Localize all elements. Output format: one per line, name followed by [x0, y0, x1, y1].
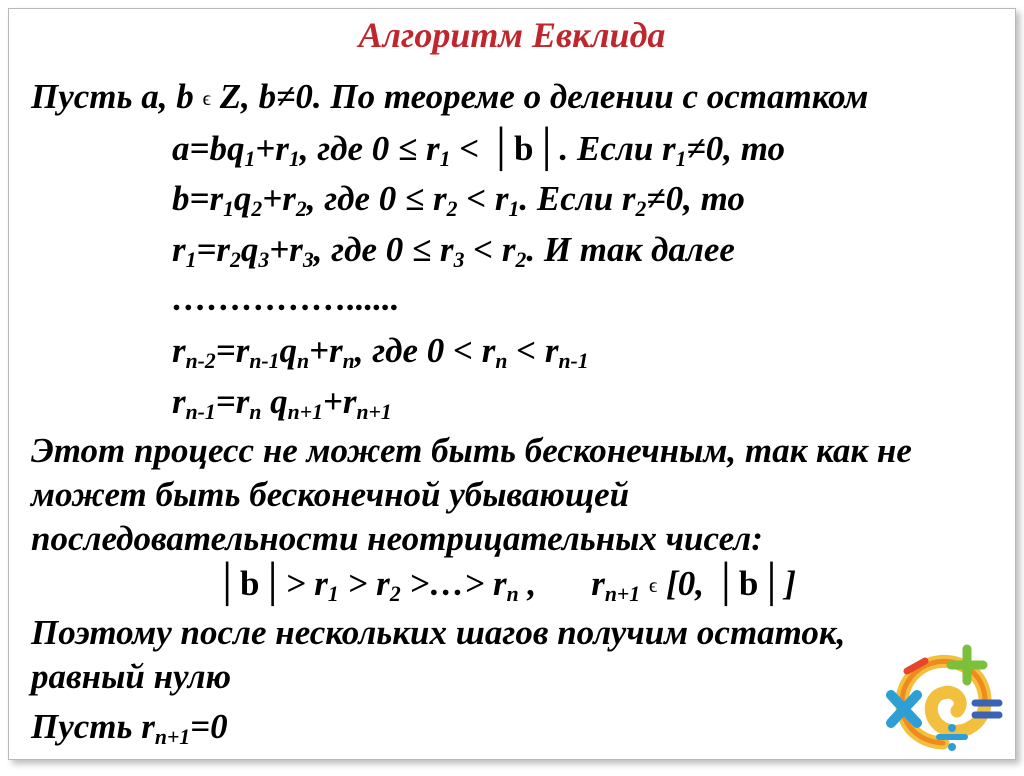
equation-3: $r_1=r_2q_3+r_3$, где $0 \le r_3 < r_2$. И так далее: [172, 230, 735, 273]
equation-1: $a=bq_1+r_1$, где $0 \le r_1$ < │b│. Если $r_1\ne 0$, то: [172, 127, 785, 172]
element-of-symbol: ϵ: [648, 572, 658, 597]
paragraph-1-line-2: может быть бесконечной убывающей: [31, 475, 630, 514]
intro-line: Пусть a, b ϵ Z, b≠0. По теореме о делении с остатком: [31, 77, 869, 116]
paragraph-1-line-1: Этот процесс не может быть бесконечным, так как не: [31, 431, 912, 470]
equation-5: $r_{n-1}=r_n$ $q_{n+1}+r_{n+1}$: [172, 382, 392, 425]
slide: [8, 8, 1016, 760]
inequality-line: │b│> $r_1 > r_2$ >…> $r_n$ , $r_{n+1}$ ϵ [0, │b│]: [214, 562, 797, 607]
element-of-symbol: ϵ: [202, 85, 212, 110]
paragraph-1-line-3: последовательности неотрицательных чисел:: [31, 519, 763, 558]
equation-2: $b=r_1q_2+r_2$, где $0 \le r_2 < r_1$. Если $r_2\ne 0$, то: [172, 179, 745, 222]
paragraph-2-line-2: равный нулю: [31, 657, 232, 696]
slide-title: Алгоритм Евклида: [358, 15, 666, 55]
paragraph-2-line-1: Поэтому после нескольких шагов получим остаток,: [31, 613, 846, 652]
final-statement: Пусть $r_{n+1}=0$: [31, 707, 228, 750]
math-symbols-swirl-icon: [879, 637, 1007, 755]
ellipsis-line: ……………......: [172, 279, 400, 318]
equation-4: $r_{n-2}=r_{n-1}q_n+r_n$, где $0 < r_n < r_{n-1}$: [172, 331, 589, 374]
